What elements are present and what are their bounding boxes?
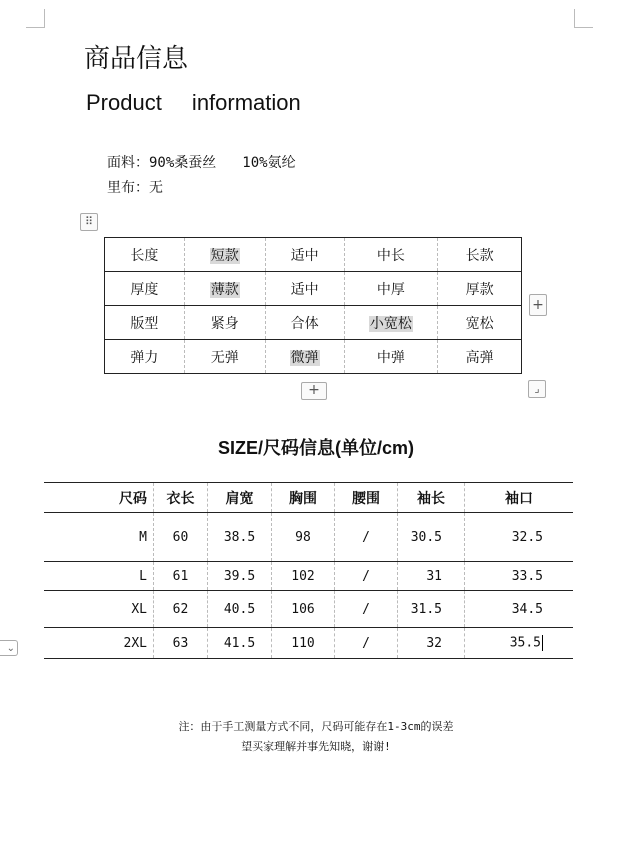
attribute-option-selected: 微弹 xyxy=(290,349,319,366)
attribute-option xyxy=(438,340,522,374)
table-resize-icon[interactable]: ⌟ xyxy=(528,380,546,398)
size-header-cell: 胸围 xyxy=(272,483,335,513)
attribute-label: 长度 xyxy=(105,238,185,272)
size-value-cell xyxy=(272,591,335,628)
attribute-option xyxy=(265,340,344,374)
fabric-part1: 90%桑蚕丝 xyxy=(149,155,217,171)
row-handle-icon[interactable]: ⌄ xyxy=(0,640,18,656)
add-row-icon[interactable]: + xyxy=(301,382,327,400)
size-value-cell xyxy=(465,628,574,659)
size-cell-text: / xyxy=(362,529,370,545)
attribute-option-text: 适中 xyxy=(290,281,319,298)
size-cell-text: 60 xyxy=(172,529,189,545)
attribute-option-text: 合体 xyxy=(290,315,319,332)
attribute-option-text: 中弹 xyxy=(376,349,405,366)
lining-value: 无 xyxy=(149,180,163,196)
attribute-option-text: 适中 xyxy=(290,247,319,264)
size-cell-text: 35.5 xyxy=(509,635,541,651)
size-value-cell xyxy=(272,562,335,591)
size-header-cell: 腰围 xyxy=(335,483,398,513)
size-cell-text: 98 xyxy=(295,529,311,545)
size-value-cell xyxy=(465,513,574,562)
attribute-option xyxy=(344,238,438,272)
attribute-option xyxy=(265,306,344,340)
size-header-cell: 袖长 xyxy=(398,483,465,513)
size-cell-text: / xyxy=(362,601,370,617)
size-value-cell xyxy=(154,562,208,591)
attribute-option-selected: 小宽松 xyxy=(369,315,412,332)
size-value-cell xyxy=(465,591,574,628)
attribute-option-text: 厚款 xyxy=(465,281,494,298)
size-value-cell xyxy=(208,591,272,628)
attribute-option xyxy=(184,340,265,374)
attribute-label: 厚度 xyxy=(105,272,185,306)
size-cell-text: M xyxy=(139,529,147,545)
size-value-cell xyxy=(398,628,465,659)
size-cell-text: 102 xyxy=(291,568,315,584)
size-value-cell xyxy=(154,628,208,659)
size-value-cell xyxy=(208,562,272,591)
size-cell-text: 106 xyxy=(291,601,315,617)
size-cell-text: 32 xyxy=(426,635,442,651)
size-cell-text: 63 xyxy=(172,635,189,651)
size-row xyxy=(44,591,573,628)
size-cell-text: / xyxy=(362,635,370,651)
size-value-cell xyxy=(335,591,398,628)
attribute-option-text: 高弹 xyxy=(465,349,494,366)
size-cell-text: 61 xyxy=(172,568,189,584)
attribute-row xyxy=(105,238,522,272)
size-table xyxy=(44,482,573,659)
size-row xyxy=(44,562,573,591)
attribute-row xyxy=(105,306,522,340)
attribute-option xyxy=(184,238,265,272)
size-value-cell xyxy=(154,513,208,562)
attribute-option xyxy=(265,272,344,306)
size-row xyxy=(44,628,573,659)
lining-line xyxy=(107,177,163,197)
attribute-option-text: 中长 xyxy=(376,247,405,264)
size-value-cell xyxy=(335,562,398,591)
size-value-cell xyxy=(398,513,465,562)
note-line-1: 注：由于手工测量方式不同，尺码可能存在1-3cm的误差 xyxy=(178,720,454,733)
size-value-cell xyxy=(398,591,465,628)
size-header-cell: 衣长 xyxy=(154,483,208,513)
attribute-option-text: 紧身 xyxy=(210,315,239,332)
size-value-cell xyxy=(154,591,208,628)
size-cell-text: 39.5 xyxy=(223,568,256,584)
size-value-cell xyxy=(208,628,272,659)
text-cursor xyxy=(542,635,543,651)
size-label-cell xyxy=(44,513,154,562)
lining-label: 里布： xyxy=(107,180,149,196)
attribute-option-selected: 短款 xyxy=(210,247,239,264)
attribute-option-text: 中厚 xyxy=(376,281,405,298)
size-value-cell xyxy=(208,513,272,562)
size-label-cell xyxy=(44,591,154,628)
size-cell-text: 33.5 xyxy=(511,568,543,584)
size-section-title: SIZE/尺码信息(单位/cm) xyxy=(217,438,414,458)
fabric-line xyxy=(107,152,296,172)
attribute-option xyxy=(344,340,438,374)
attribute-option-selected: 薄款 xyxy=(210,281,239,298)
size-cell-text: L xyxy=(139,568,147,584)
size-cell-text: 41.5 xyxy=(223,635,256,651)
size-header-cell: 尺码 xyxy=(44,483,154,513)
size-cell-text: 62 xyxy=(172,601,189,617)
attribute-option-text: 长款 xyxy=(465,247,494,264)
attribute-option-text: 无弹 xyxy=(210,349,239,366)
size-cell-text: 30.5 xyxy=(410,529,442,545)
attribute-option xyxy=(265,238,344,272)
size-cell-text: 110 xyxy=(291,635,315,651)
attribute-row xyxy=(105,340,522,374)
size-cell-text: / xyxy=(362,568,370,584)
attribute-label: 版型 xyxy=(105,306,185,340)
attribute-option xyxy=(184,306,265,340)
size-cell-text: 32.5 xyxy=(511,529,543,545)
size-value-cell xyxy=(272,513,335,562)
attribute-option-text: 宽松 xyxy=(465,315,494,332)
size-value-cell xyxy=(465,562,574,591)
attribute-option xyxy=(438,272,522,306)
size-cell-text: 40.5 xyxy=(223,601,256,617)
attribute-option xyxy=(438,306,522,340)
attribute-row xyxy=(105,272,522,306)
size-cell-text: 31 xyxy=(426,568,442,584)
attribute-option xyxy=(344,306,438,340)
size-value-cell xyxy=(272,628,335,659)
page-corner-mark-left xyxy=(26,9,45,28)
size-cell-text: 31.5 xyxy=(410,601,442,617)
table-move-handle-icon[interactable]: ⠿ xyxy=(80,213,98,231)
size-cell-text: XL xyxy=(131,601,147,617)
size-row xyxy=(44,513,573,562)
page-corner-mark-right xyxy=(574,9,593,28)
fabric-part2: 10%氨纶 xyxy=(242,155,296,171)
size-value-cell xyxy=(398,562,465,591)
size-value-cell xyxy=(335,513,398,562)
attribute-table xyxy=(104,237,522,374)
attribute-label: 弹力 xyxy=(105,340,185,374)
title-en: Product information xyxy=(86,90,301,115)
size-header-cell: 肩宽 xyxy=(208,483,272,513)
attribute-option xyxy=(184,272,265,306)
size-cell-text: 34.5 xyxy=(511,601,543,617)
title-cn: 商品信息 xyxy=(84,44,189,74)
note-line-2: 望买家理解并事先知晓，谢谢! xyxy=(241,740,391,753)
size-cell-text: 38.5 xyxy=(223,529,256,545)
size-label-cell xyxy=(44,562,154,591)
attribute-option xyxy=(438,238,522,272)
size-header-cell: 袖口 xyxy=(465,483,574,513)
size-label-cell xyxy=(44,628,154,659)
fabric-label: 面料： xyxy=(107,155,149,171)
attribute-option xyxy=(344,272,438,306)
size-cell-text: 2XL xyxy=(123,635,147,651)
size-value-cell xyxy=(335,628,398,659)
add-column-icon[interactable]: + xyxy=(529,294,547,316)
